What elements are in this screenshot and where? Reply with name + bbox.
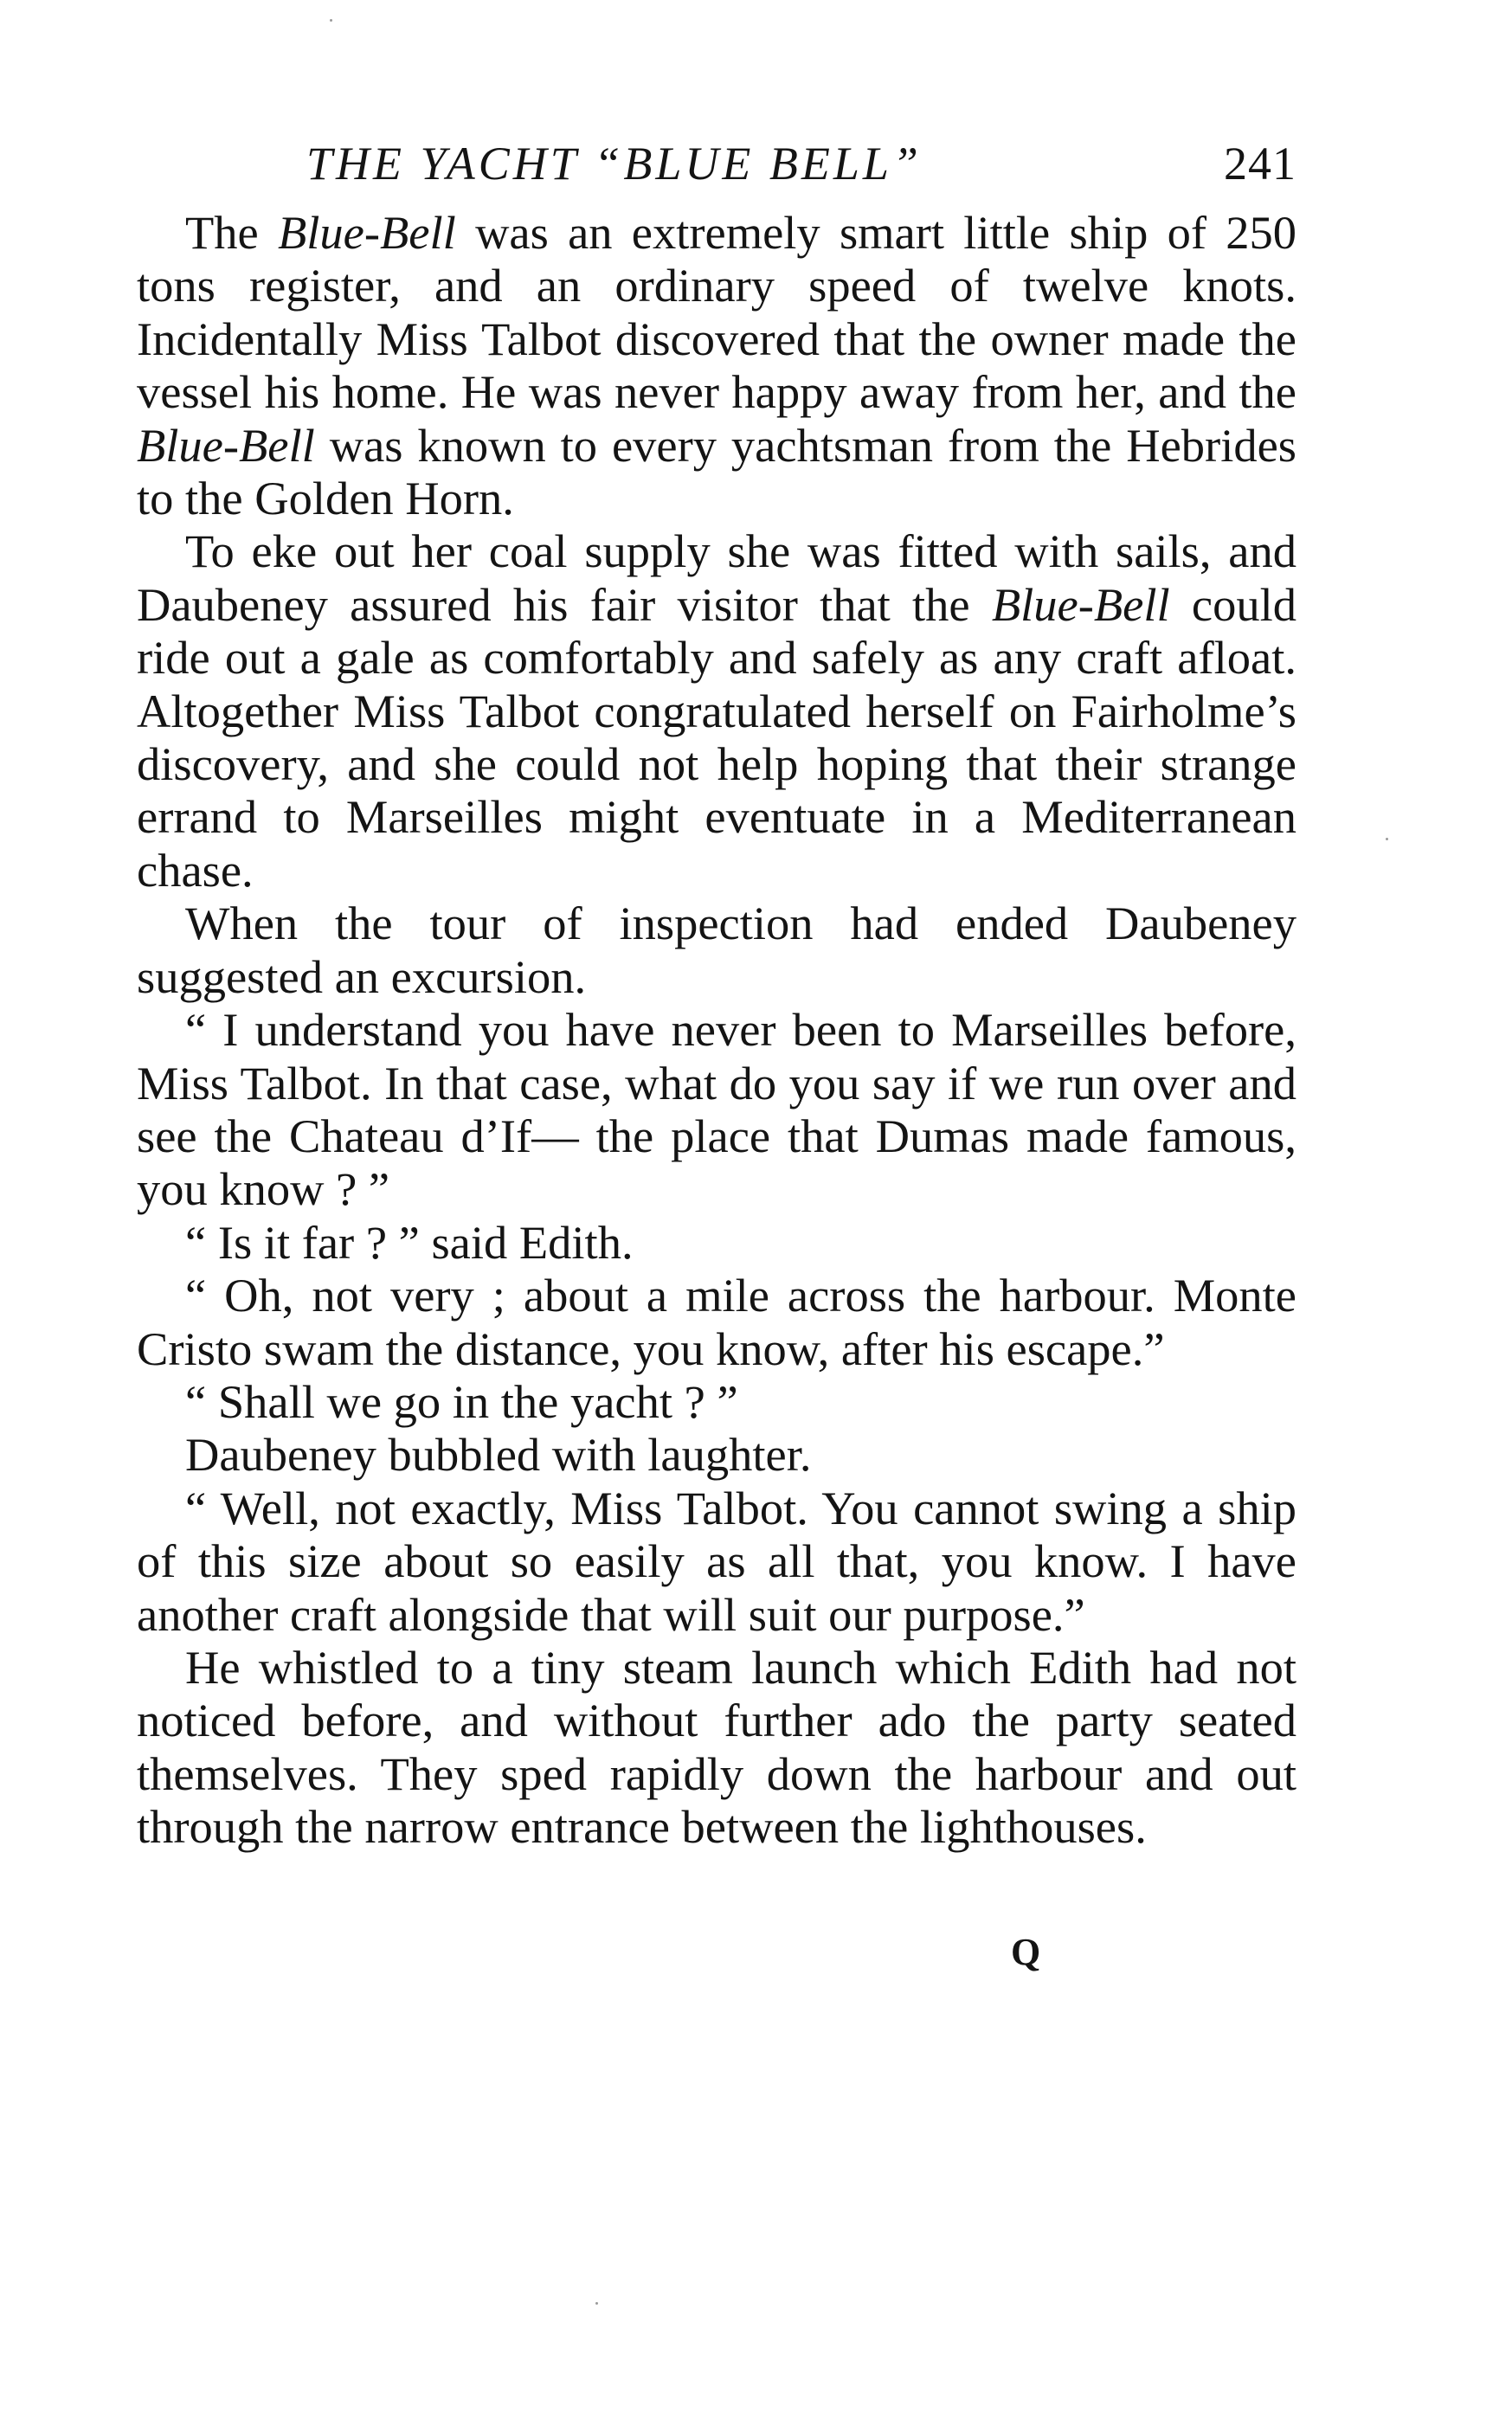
paper-speck <box>330 19 332 22</box>
text-run: “ Shall we go in the yacht ? ” <box>185 1374 738 1428</box>
italic-text-run: Blue-Bell <box>991 577 1170 631</box>
italic-text-run: Blue-Bell <box>137 418 315 472</box>
paragraph <box>137 524 1296 897</box>
paper-speck <box>595 2302 598 2305</box>
text-run: The <box>185 206 278 259</box>
paper-speck <box>1386 838 1388 840</box>
text-run: Daubeney bubbled with laughter. <box>185 1428 812 1482</box>
text-run: “ Well, not exactly, Miss Talbot. You cannot swing a ship of this size about so easily as all that, you know. I have another craft alongside that will suit our purpose.” <box>137 1481 1296 1641</box>
running-title: THE YACHT “BLUE BELL” <box>306 138 922 190</box>
page-number: 241 <box>1224 138 1296 190</box>
paragraph <box>137 1482 1296 1641</box>
text-run: “ Is it far ? ” said Edith. <box>185 1215 634 1269</box>
paragraph <box>137 1375 1296 1428</box>
paragraph <box>137 1428 1296 1481</box>
paragraph <box>137 206 1296 524</box>
book-page <box>137 130 1296 1854</box>
paragraph <box>137 897 1296 1003</box>
text-run: To eke out her coal supply she was fitted with sails, and Daubeney assured his fair visitor that the <box>137 524 1296 631</box>
italic-text-run: Blue-Bell <box>278 206 456 259</box>
paragraph <box>137 1641 1296 1854</box>
text-run: was known to every yachtsman from the Hebrides to the Golden Horn. <box>137 418 1296 525</box>
text-run: He whistled to a tiny steam launch which Edith had not noticed before, and without further ado the party seated themselves. They sped rapidly down the harbour and out through the narrow entrance between the lighthouses. <box>137 1640 1296 1854</box>
running-head <box>137 130 1296 197</box>
body-text <box>137 206 1296 1854</box>
paragraph <box>137 1003 1296 1216</box>
text-run: was an extremely smart little ship of 250 tons register, and an ordinary speed of twelve knots. Incidentally Miss Talbot discovered that the owner made the vessel his home. He was never happy away from her, and the <box>137 206 1296 419</box>
signature-mark: Q <box>1011 1931 1041 1973</box>
paragraph <box>137 1216 1296 1269</box>
text-run: could ride out a gale as comfortably and safely as any craft afloat. Altogether Miss Talbot congratulated herself on Fairholme’s discovery, and she could not help hoping that their strange errand to Marseilles might eventuate in a Mediterranean chase. <box>137 577 1296 897</box>
text-run: When the tour of inspection had ended Daubeney suggested an excursion. <box>137 897 1296 1003</box>
paragraph <box>137 1269 1296 1375</box>
text-run: “ I understand you have never been to Marseilles before, Miss Talbot. In that case, what do you say if we run over and see the Chateau d’If— the place that Dumas made famous, you know ? ” <box>137 1003 1296 1216</box>
text-run: “ Oh, not very ; about a mile across the harbour. Monte Cristo swam the distance, you know, after his escape.” <box>137 1269 1296 1375</box>
